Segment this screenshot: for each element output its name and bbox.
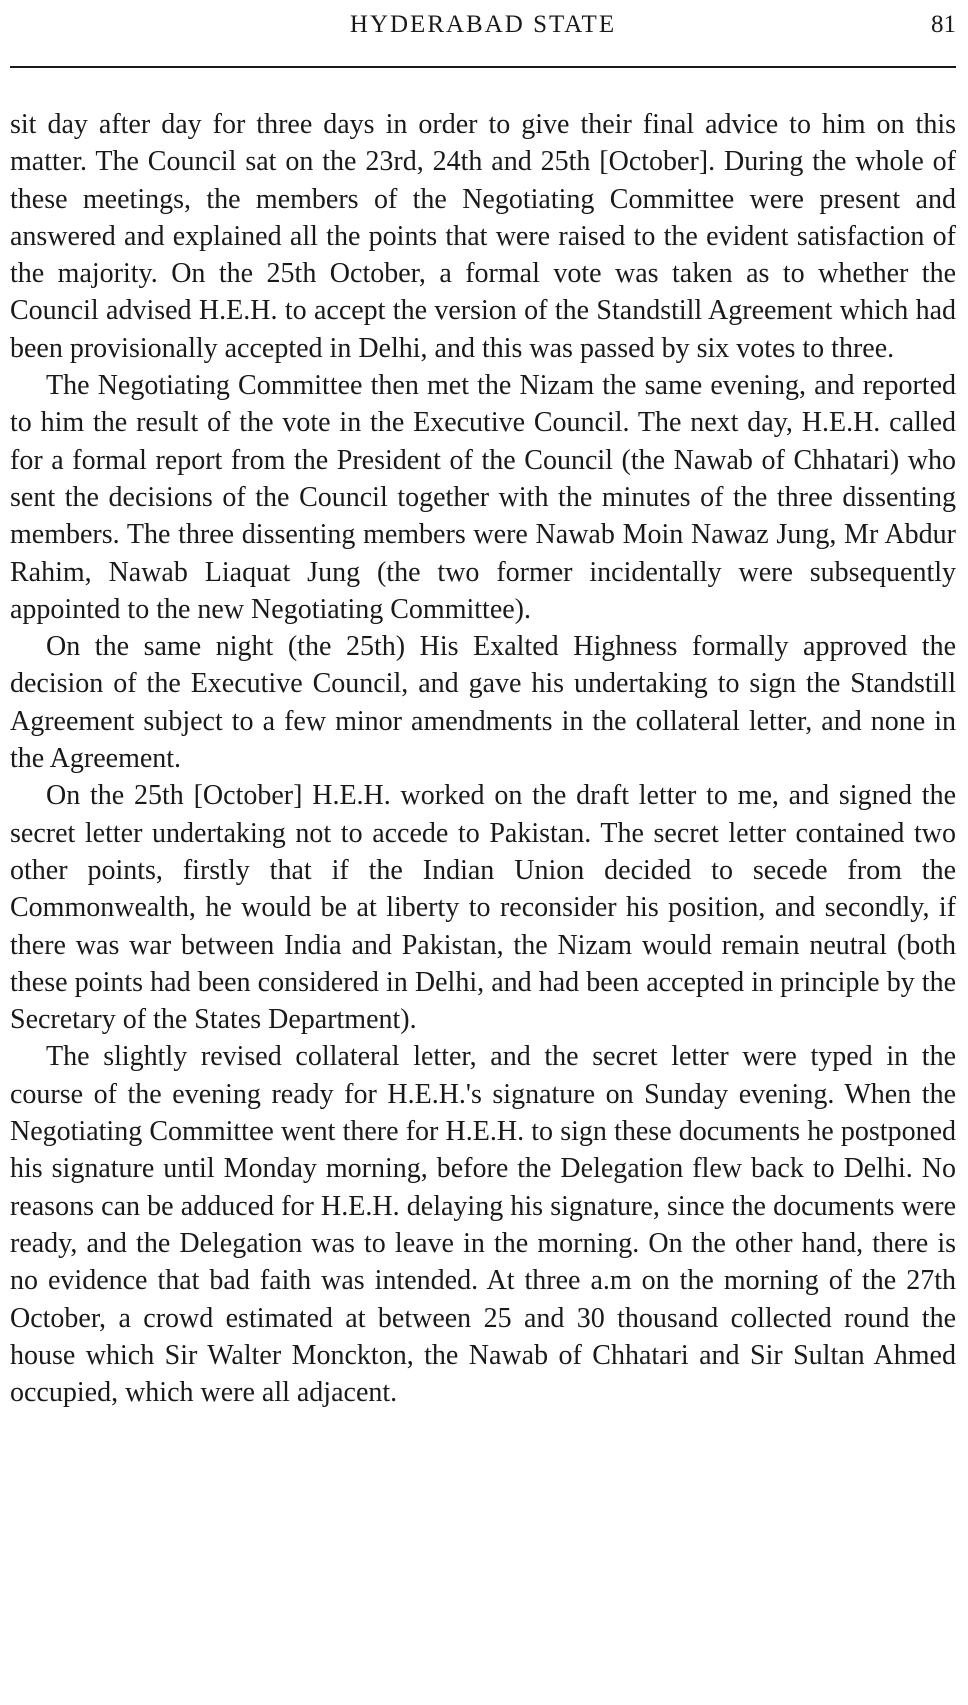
running-header bbox=[10, 10, 956, 50]
body-text bbox=[10, 106, 956, 1411]
page-number: 81 bbox=[931, 11, 956, 38]
paragraph-2: The Negotiating Committee then met the Nizam the same evening, and reported to him the result of the vote in the Executive Council. The next day, H.E.H. called for a formal report from the President of the Council (the Nawab of Chhatari) who sent the decisions of the Council together with the minutes of the three dissenting members. The three dissenting members were Nawab Moin Nawaz Jung, Mr Abdur Rahim, Nawab Liaquat Jung (the two former incidentally were subsequently appointed to the new Negotiating Committee). bbox=[10, 370, 956, 625]
paragraph-3: On the same night (the 25th) His Exalted Highness formally approved the decision of the Executive Council, and gave his undertaking to sign the Standstill Agreement subject to a few minor amendments in the collateral letter, and none in the Agreement. bbox=[10, 631, 956, 775]
header-rule bbox=[10, 66, 956, 68]
paragraph-5: The slightly revised collateral letter, and the secret letter were typed in the course of the evening ready for H.E.H.'s signature on Sunday evening. When the Negotiating Committee went there for H.E.H. to sign these documents he postponed his signature until Monday morning, before the Delegation flew back to Delhi. No reasons can be adduced for H.E.H. delaying his signature, since the documents were ready, and the Delegation was to leave in the morning. On the other hand, there is no evidence that bad faith was intended. At three a.m on the morning of the 27th October, a crowd estimated at between 25 and 30 thousand collected round the house which Sir Walter Monckton, the Nawab of Chhatari and Sir Sultan Ahmed occupied, which were all adjacent. bbox=[10, 1041, 956, 1409]
paragraph-4: On the 25th [October] H.E.H. worked on the draft letter to me, and signed the secret letter undertaking not to accede to Pakistan. The secret letter contained two other points, firstly that if the Indian Union decided to secede from the Commonwealth, he would be at liberty to reconsider his position, and secondly, if there was war between India and Pakistan, the Nizam would remain neutral (both these points had been considered in Delhi, and had been accepted in principle by the Secretary of the States Department). bbox=[10, 780, 956, 1036]
running-header-title: HYDERABAD STATE bbox=[349, 11, 617, 38]
paragraph-1: sit day after day for three days in order to give their final advice to him on this matter. The Council sat on the 23rd, 24th and 25th [October]. During the whole of these meetings, the members of the Negotiating Committee were present and answered and explained all the points that were raised to the evident satisfaction of the majority. On the 25th October, a formal vote was taken as to whether the Council advised H.E.H. to accept the version of the Standstill Agreement which had been provisionally accepted in Delhi, and this was passed by six votes to three. bbox=[10, 109, 956, 364]
